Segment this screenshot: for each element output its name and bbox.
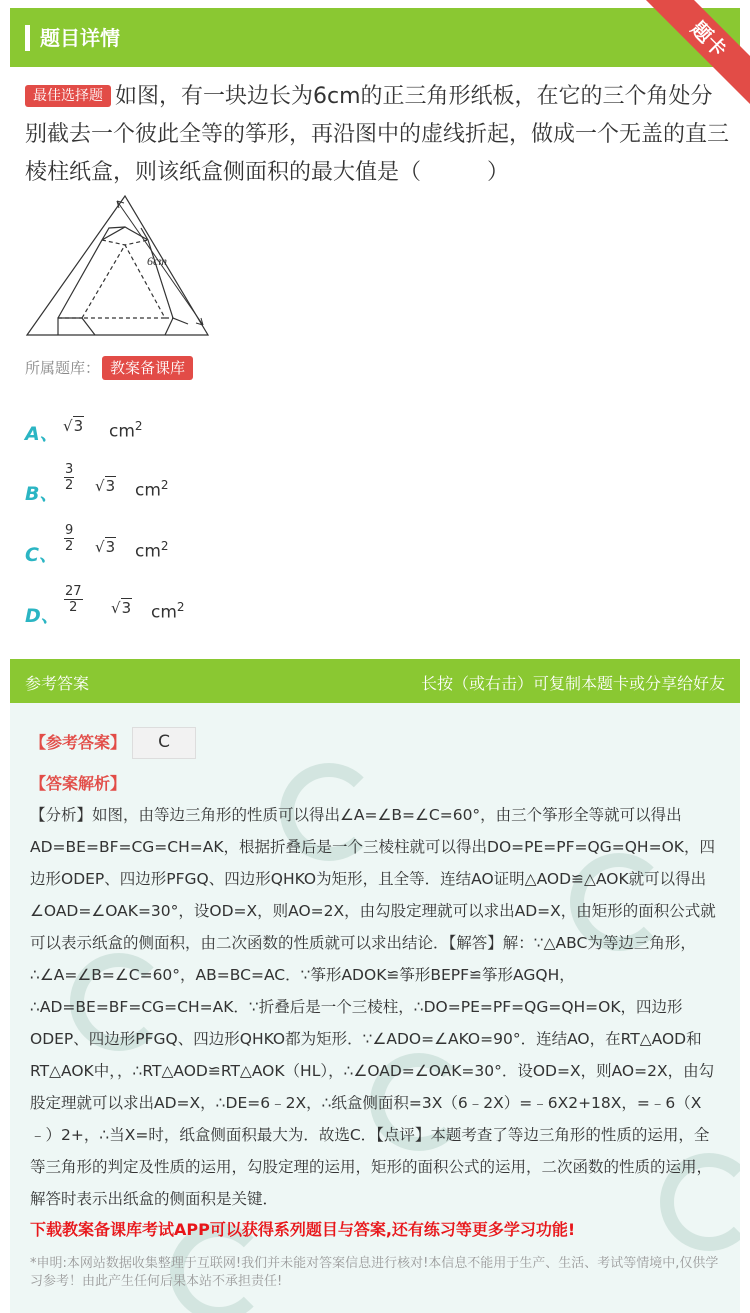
share-hint[interactable]: 长按（或右击）可复制本题卡或分享给好友 <box>420 674 725 693</box>
unit: $cm^2$ <box>135 539 169 562</box>
option-c[interactable] <box>25 523 225 567</box>
fraction: $\frac{9}{2}$ <box>65 523 74 554</box>
unit: $cm^2$ <box>109 419 143 442</box>
sqrt-expression: √3 <box>63 417 84 435</box>
unit: $cm^2$ <box>151 600 185 623</box>
fraction: $\frac{27}{2}$ <box>65 584 82 615</box>
fraction: $\frac{3}{2}$ <box>65 462 74 493</box>
disclaimer: *申明:本网站数据收集整理于互联网!我们并未能对答案信息进行核对!本信息不能用于生产、生活、考试等情境中,仅供学习参考！由此产生任何后果本站不承担责任! <box>30 1256 719 1289</box>
answer-key-value: C <box>132 727 196 759</box>
page-title: 题目详情 <box>40 26 120 50</box>
corner-ribbon-badge[interactable]: 题卡 <box>644 0 750 104</box>
header-accent-bar <box>25 25 30 51</box>
option-b[interactable] <box>25 462 225 506</box>
bank-label: 所属题库： <box>25 359 101 377</box>
question-type-badge: 最佳选择题 <box>25 85 111 107</box>
question-stem <box>25 78 730 192</box>
analysis-label: 【答案解析】 <box>30 774 127 793</box>
outer-triangle <box>27 196 208 335</box>
sqrt-expression: √3 <box>95 477 116 495</box>
sqrt-expression: √3 <box>95 538 116 556</box>
question-text: 如图，有一块边长为6cm的正三角形纸板，在它的三个角处分别截去一个彼此全等的筝形，再沿图中的虚线折起，做成一个无盖的直三棱柱纸盒，则该纸盒侧面积的最大值是（ ） <box>25 84 730 185</box>
analysis-text: 【分析】如图，由等边三角形的性质可以得出∠A=∠B=∠C=60°，由三个筝形全等就可以得出AD=BE=BF=CG=CH=AK，根据折叠后是一个三棱柱就可以得出DO=PE=PF=QG=QH=OK，四边形ODEP、四边形PFGQ、四边形QHKO为矩形，且全等．连结AO证明△AOD≌△AOK就可以得出∠OAD=∠OAK=30°，设OD=X，则AO=2X，由勾股定理就可以求出AD=X，由矩形的面积公式就可以表示纸盒的侧面积，由二次函数的性质就可以求出结论．【解答】解：∵△ABC为等边三角形，∴∠A=∠B=∠C=60°，AB=BC=AC．∵筝形ADOK≌筝形BEPF≌筝形AGQH，∴AD=BE=BF=CG=CH=AK．∵折叠后是一个三棱柱，∴DO=PE=PF=QG=QH=OK，四边形ODEP、四边形PFGQ、四边形QHKO都为矩形．∵∠ADO=∠AKO=90°．连结AO，在RT△AOD和RT△AOK中，，∴RT△AOD≌RT△AOK（HL），∴∠OAD=∠OAK=30°．设OD=X，则AO=2X，由勾股定理就可以求出AD=X，∴DE=6﹣2X，∴纸盒侧面积=3X（6﹣2X）=﹣6X2+18X，=﹣6（X﹣）2+，∴当X=时，纸盒侧面积最大为．故选C．【点评】本题考查了等边三角形的性质的运用，全等三角形的判定及性质的运用，勾股定理的运用，矩形的面积公式的运用，二次函数的性质的运用，解答时表示出纸盒的侧面积是关键． <box>30 806 716 1208</box>
app-promo[interactable]: 下载教案备课库考试APP可以获得系列题目与答案,还有练习等更多学习功能! <box>30 1220 576 1239</box>
answer-header-title: 参考答案 <box>25 674 90 693</box>
option-letter: A、 <box>25 423 59 445</box>
option-letter: B、 <box>25 483 59 505</box>
option-d[interactable] <box>25 584 245 628</box>
figure-side-label: 6cm <box>147 254 167 268</box>
option-a[interactable] <box>25 415 225 455</box>
answer-header <box>10 659 740 703</box>
answer-panel <box>10 703 740 1313</box>
question-bank <box>25 356 193 380</box>
unit: $cm^2$ <box>135 478 169 501</box>
answer-key-label: 【参考答案】 <box>30 733 127 752</box>
option-letter: C、 <box>25 544 58 566</box>
question-figure <box>25 193 210 338</box>
option-letter: D、 <box>25 605 60 627</box>
bank-tag[interactable]: 教案备课库 <box>102 356 193 380</box>
sqrt-expression: √3 <box>111 599 132 617</box>
page-header <box>10 8 740 67</box>
fold-corner-left <box>58 318 95 335</box>
